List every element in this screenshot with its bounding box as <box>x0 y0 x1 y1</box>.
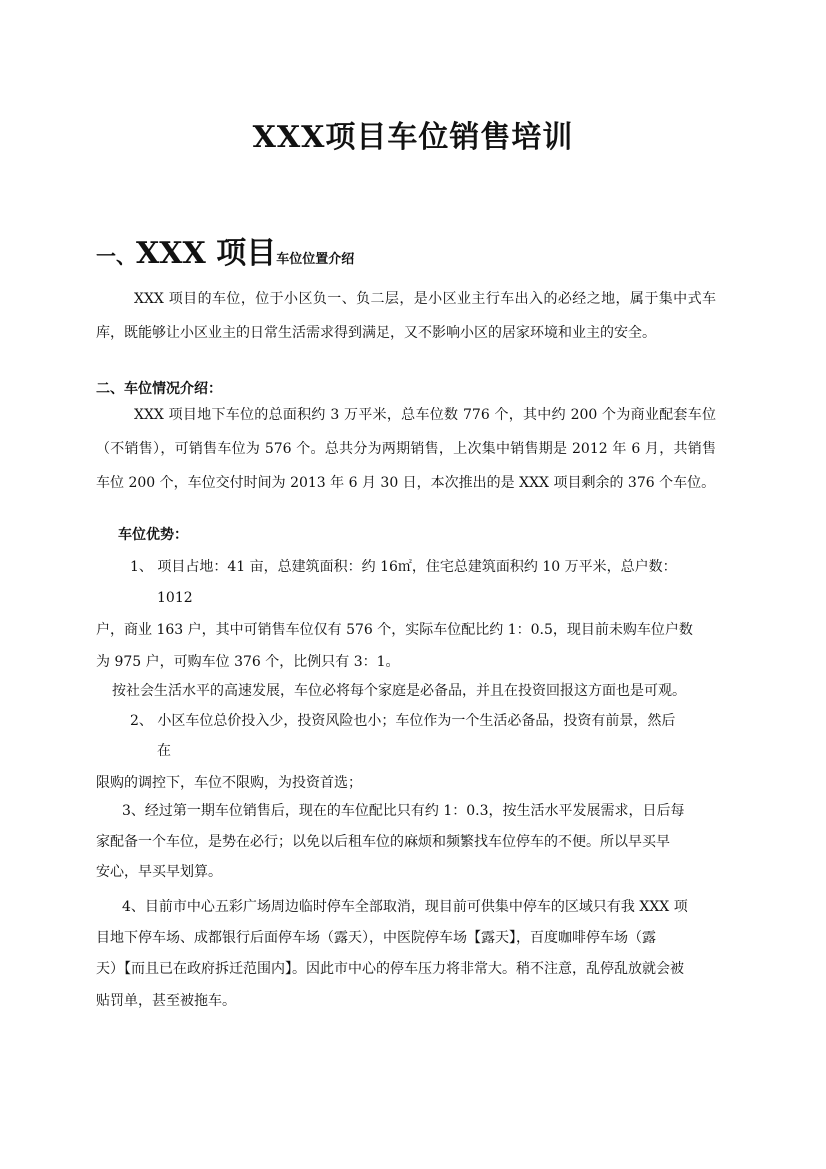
advantage-line: 家配备一个车位，是势在必行；以免以后租车位的麻烦和频繁找车位停车的不便。所以早买早 <box>96 834 670 850</box>
advantage-line: 为 975 户，可购车位 376 个，比例只有 3：1。 <box>96 654 400 670</box>
section1-heading-large: XXX 项目 <box>136 236 277 271</box>
advantage-line: 在 <box>157 743 171 759</box>
advantage-line: 户，商业 163 户，其中可销售车位仅有 576 个，实际车位配比约 1：0.5，现目前未购车位户数 <box>96 622 693 638</box>
section1-body: XXX 项目的车位，位于小区负一、负二层，是小区业主行车出入的必经之地，属于集中式车库，既能够让小区业主的日常生活需求得到满足，又不影响小区的居家环境和业主的安全。 <box>96 291 716 341</box>
section2-heading: 二、车位情况介绍： <box>96 381 222 397</box>
section1-heading-small: 车位位置介绍 <box>276 252 355 267</box>
section1-heading <box>96 228 354 272</box>
section1-number: 一、 <box>96 244 136 268</box>
advantage-line: 安心，早买早划算。 <box>96 864 222 880</box>
document-title: XXX项目车位销售培训 <box>252 120 574 155</box>
advantage-line: 1、 项目占地：41 亩，总建筑面积：约 16㎡，住宅总建筑面积约 10 万平米，总户数： <box>130 559 677 575</box>
advantage-line: 贴罚单，甚至被拖车。 <box>96 993 236 1009</box>
advantage-line: 目地下停车场、成都银行后面停车场（露天），中医院停车场【露天】，百度咖啡停车场（露 <box>96 930 656 946</box>
advantage-line: 1012 <box>157 590 193 606</box>
advantage-line: 按社会生活水平的高速发展，车位必将每个家庭是必备品，并且在投资回报这方面也是可观。 <box>112 683 686 699</box>
advantage-line: 天）【而且已在政府拆迁范围内】。因此市中心的停车压力将非常大。稍不注意，乱停乱放就会被 <box>96 961 684 977</box>
advantage-line: 4、目前市中心五彩广场周边临时停车全部取消，现目前可供集中停车的区域只有我 XXX 项 <box>122 899 688 915</box>
advantage-line: 限购的调控下，车位不限购，为投资首选； <box>96 775 362 791</box>
advantages-heading: 车位优势： <box>118 527 188 543</box>
section2-body: XXX 项目地下车位的总面积约 3 万平米，总车位数 776 个，其中约 200 个为商业配套车位（不销售），可销售车位为 576 个。总共分为两期销售，上次集中销售期是 2012 年 6 月，共销售车位 200 个，车位交付时间为 2013 年 6 月 30 日，本次推出的是 XXX 项目剩余的 376 个车位。 <box>96 407 716 491</box>
advantage-line: 3、经过第一期车位销售后，现在的车位配比只有约 1：0.3，按生活水平发展需求，日后每 <box>122 803 685 819</box>
advantage-line: 2、 小区车位总价投入少，投资风险也小；车位作为一个生活必备品，投资有前景，然后 <box>130 713 676 729</box>
